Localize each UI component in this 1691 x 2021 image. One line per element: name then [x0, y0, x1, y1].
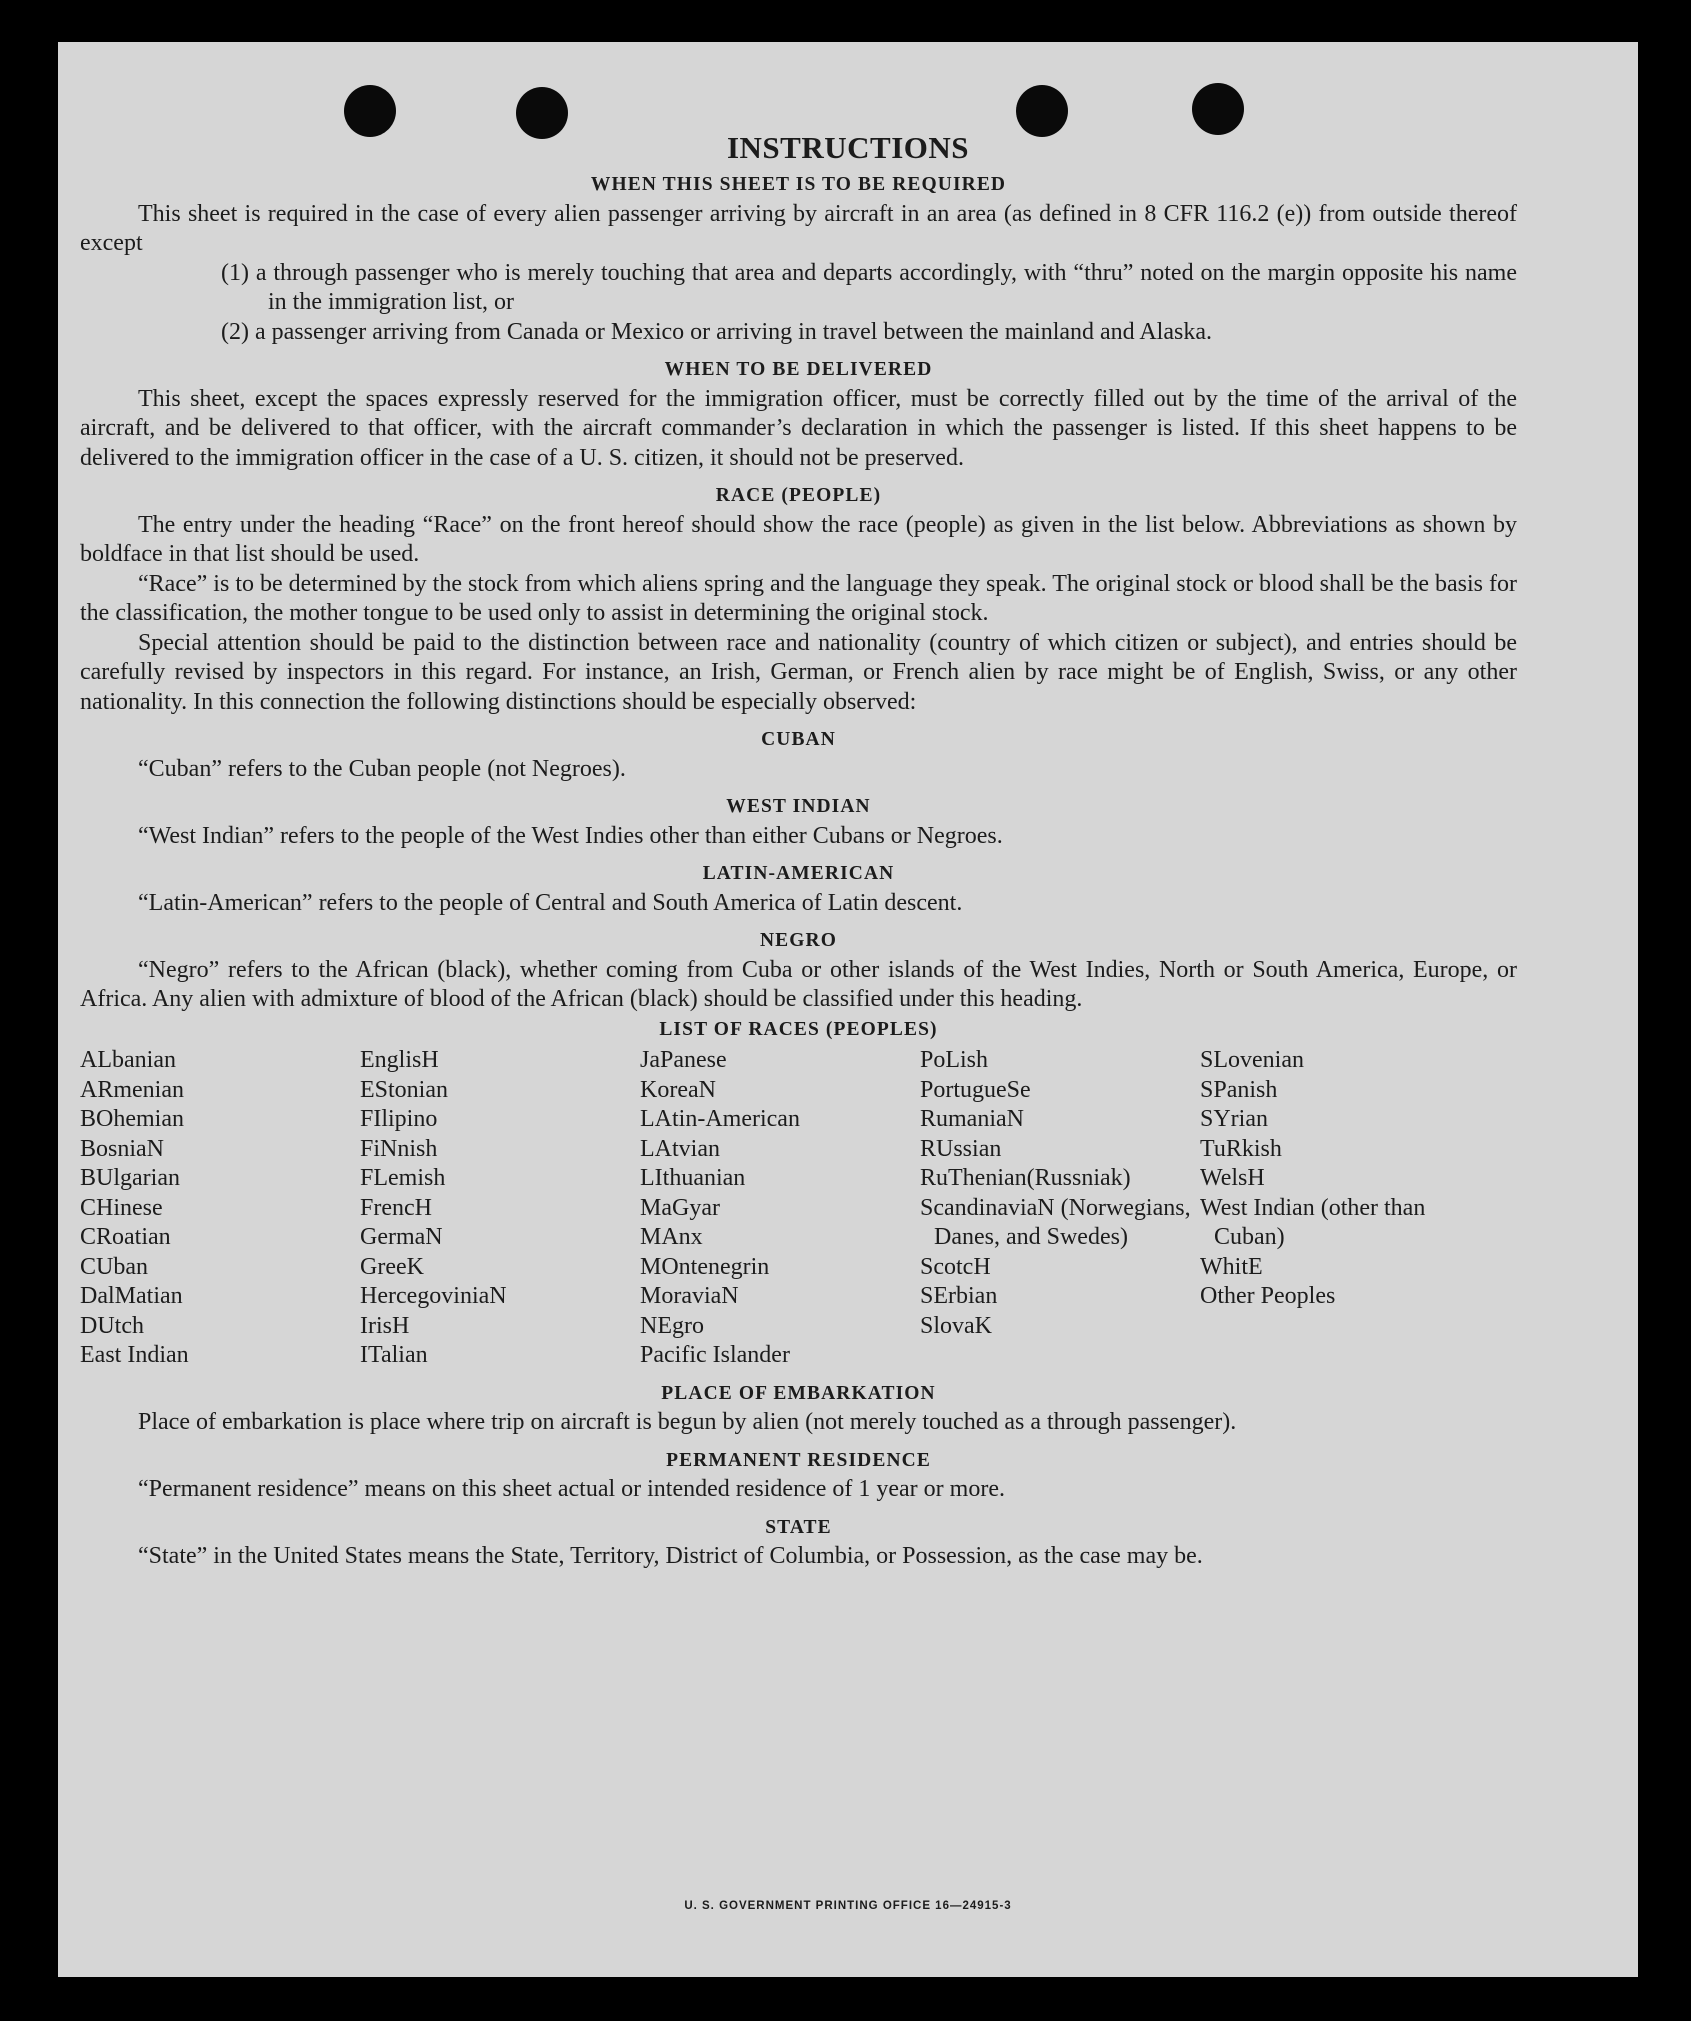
- latin-american-text: “Latin-American” refers to the people of Central and South America of Latin descent.: [138, 889, 963, 916]
- printer-imprint: U. S. GOVERNMENT PRINTING OFFICE 16—24915-3: [684, 1900, 1012, 1912]
- residence-text: “Permanent residence” means on this sheet actual or intended residence of 1 year or more.: [138, 1476, 1005, 1502]
- delivered-text: This sheet, except the spaces expressly reserved for the immigration officer, must be correctly filled out by the time of the arrival of the aircraft, and be delivered to that officer, with the aircraft commander’s declaration in which the passenger is listed. If this sheet happens to be delivered to the immigration officer in the case of a U. S. citizen, it should not be preserved.: [80, 385, 1517, 471]
- race-item: ScandinaviaN (Norwegians, Danes, and Swedes): [920, 1194, 1191, 1250]
- required-intro: This sheet is required in the case of every alien passenger arriving by aircraft in an area (as defined in 8 CFR 116.2 (e)) from outside thereof except: [80, 200, 1517, 256]
- embarkation-text: Place of embarkation is place where trip on aircraft is begun by alien (not merely touched as a through passenger).: [138, 1409, 1237, 1435]
- race-item: MaGyar: [640, 1194, 720, 1221]
- instructions-body: [80, 170, 1517, 1572]
- race-item: ALbanian: [80, 1047, 176, 1073]
- race-item: KoreaN: [640, 1076, 716, 1103]
- race-item: FIlipino: [360, 1106, 438, 1132]
- race-item: ITalian: [360, 1342, 428, 1368]
- race-item: RUssian: [920, 1135, 1002, 1162]
- race-item: SLovenian: [1200, 1047, 1304, 1073]
- race-item: EStonian: [360, 1076, 448, 1103]
- race-item: LIthuanian: [640, 1165, 746, 1191]
- heading-race: RACE (PEOPLE): [715, 485, 882, 506]
- race-item: GermaN: [360, 1224, 443, 1250]
- heading-cuban: CUBAN: [761, 729, 836, 750]
- race-item: SlovaK: [920, 1312, 992, 1339]
- race-item: BOhemian: [80, 1106, 184, 1132]
- race-item: ARmenian: [80, 1076, 184, 1103]
- races-column-1: [80, 1046, 360, 1371]
- race-item: TuRkish: [1200, 1135, 1282, 1162]
- race-item: SPanish: [1200, 1076, 1278, 1103]
- race-item: CUban: [80, 1253, 148, 1280]
- state-text: “State” in the United States means the State, Territory, District of Columbia, or Possession, as the case may be.: [138, 1543, 1203, 1569]
- race-item: MAnx: [640, 1224, 703, 1250]
- race-item: RuThenian(Russniak): [920, 1165, 1131, 1191]
- race-item: CHinese: [80, 1194, 163, 1221]
- race-item: NEgro: [640, 1312, 704, 1339]
- race-item: JaPanese: [640, 1047, 727, 1073]
- races-column-2: [360, 1046, 640, 1371]
- race-item: CRoatian: [80, 1224, 171, 1250]
- races-list: [80, 1046, 1517, 1371]
- race-item: PortugueSe: [920, 1076, 1031, 1103]
- required-item-2: (2) a passenger arriving from Canada or Mexico or arriving in travel between the mainland and Alaska.: [221, 318, 1212, 345]
- race-item: Other Peoples: [1200, 1283, 1336, 1309]
- heading-delivered: WHEN TO BE DELIVERED: [664, 359, 933, 380]
- heading-permanent-residence: PERMANENT RESIDENCE: [666, 1449, 931, 1471]
- race-item: WhitE: [1200, 1253, 1263, 1280]
- race-item: BUlgarian: [80, 1165, 180, 1191]
- race-item: EnglisH: [360, 1047, 439, 1073]
- cuban-text: “Cuban” refers to the Cuban people (not Negroes).: [138, 755, 626, 782]
- race-item: West Indian (other than Cuban): [1200, 1194, 1426, 1250]
- races-column-5: [1200, 1046, 1480, 1371]
- race-paragraph-1: The entry under the heading “Race” on the front hereof should show the race (people) as given in the list below. Abbreviations as shown by boldface in that list should be used.: [80, 511, 1517, 567]
- race-item: PoLish: [920, 1047, 989, 1073]
- punch-hole: [1192, 83, 1244, 135]
- race-item: DalMatian: [80, 1283, 183, 1309]
- race-item: ScotcH: [920, 1253, 991, 1280]
- negro-text: “Negro” refers to the African (black), whether coming from Cuba or other islands of the West Indies, North or South America, Europe, or Africa. Any alien with admixture of blood of the African (black) should be classified under this heading.: [80, 956, 1517, 1012]
- race-item: FrencH: [360, 1194, 432, 1221]
- race-item: DUtch: [80, 1312, 144, 1339]
- race-paragraph-3: Special attention should be paid to the distinction between race and nationality (country of which citizen or subject), and entries should be carefully revised by inspectors in this regard. For instance, an Irish, German, or French alien by race might be of English, Swiss, or any other nationality. In this connection the following distinctions should be especially observed:: [80, 629, 1517, 715]
- race-item: RumaniaN: [920, 1106, 1024, 1132]
- race-item: MoraviaN: [640, 1283, 739, 1309]
- race-item: BosniaN: [80, 1135, 164, 1162]
- race-paragraph-2: “Race” is to be determined by the stock from which aliens spring and the language they speak. The original stock or blood shall be the basis for the classification, the mother tongue to be used only to assist in determining the original stock.: [80, 570, 1517, 626]
- heading-west-indian: WEST INDIAN: [726, 796, 871, 817]
- document-page: [58, 42, 1638, 1977]
- heading-latin-american: LATIN-AMERICAN: [702, 863, 895, 884]
- race-item: GreeK: [360, 1253, 424, 1280]
- races-column-3: [640, 1046, 920, 1371]
- race-item: LAtin-American: [640, 1106, 800, 1132]
- race-item: MOntenegrin: [640, 1253, 770, 1280]
- heading-required: WHEN THIS SHEET IS TO BE REQUIRED: [590, 174, 1007, 195]
- race-item: FiNnish: [360, 1135, 438, 1162]
- race-item: Pacific Islander: [640, 1342, 790, 1368]
- heading-embarkation: PLACE OF EMBARKATION: [661, 1382, 936, 1404]
- west-indian-text: “West Indian” refers to the people of the West Indies other than either Cubans or Negroes.: [138, 822, 1003, 849]
- race-item: HercegoviniaN: [360, 1283, 507, 1309]
- race-item: East Indian: [80, 1342, 189, 1368]
- races-column-4: [920, 1046, 1200, 1371]
- race-item: FLemish: [360, 1165, 446, 1191]
- race-item: SYrian: [1200, 1106, 1268, 1132]
- race-item: IrisH: [360, 1312, 410, 1339]
- required-item-1: (1) a through passenger who is merely touching that area and departs accordingly, with “thru” noted on the margin opposite his name in the immigration list, or: [221, 259, 1517, 315]
- race-item: LAtvian: [640, 1135, 720, 1162]
- heading-list-of-races: LIST OF RACES (PEOPLES): [659, 1018, 938, 1040]
- page-title: INSTRUCTIONS: [726, 130, 969, 165]
- heading-negro: NEGRO: [759, 930, 837, 951]
- race-item: WelsH: [1200, 1165, 1265, 1191]
- race-item: SErbian: [920, 1283, 998, 1309]
- heading-state: STATE: [765, 1516, 832, 1538]
